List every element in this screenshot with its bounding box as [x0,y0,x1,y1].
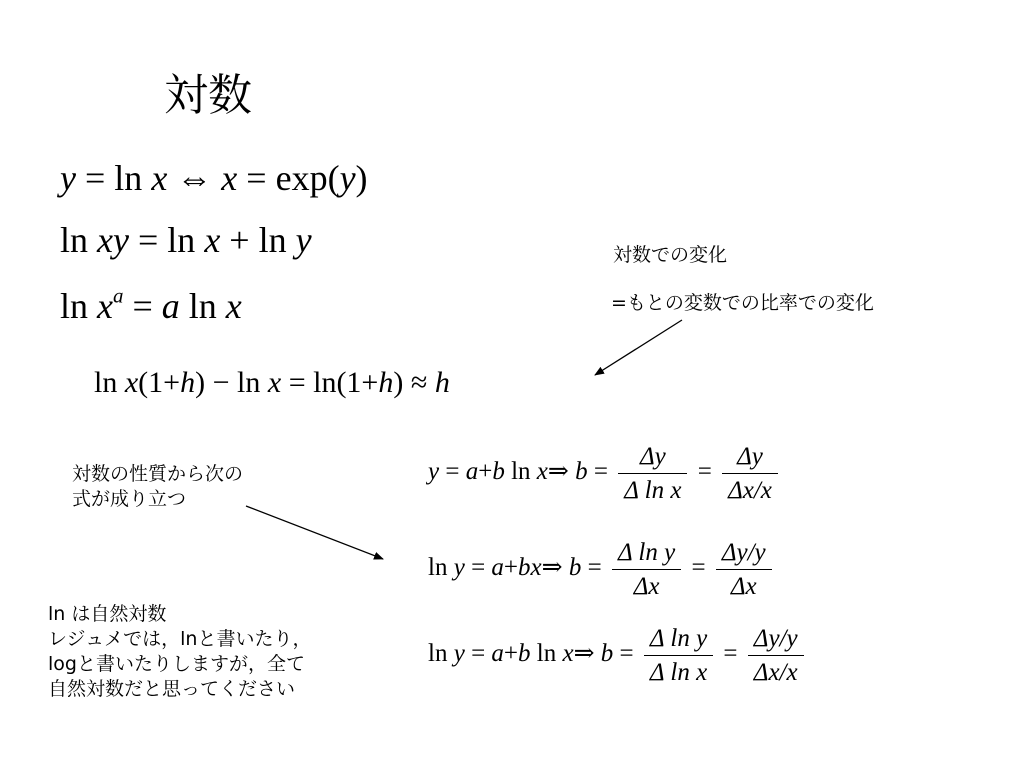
equals-sign: = [137,220,159,260]
var: x [221,158,238,198]
var: x [97,286,113,326]
denominator: Δx/x [722,473,778,503]
exp-function: exp( [275,158,340,198]
ln-function: ln [94,366,118,399]
equals-sign: = [691,554,706,582]
close-paren: ) [195,366,206,399]
numerator: Δ ln y [617,539,676,566]
slide-title: 対数 [164,70,252,121]
var: y [453,554,465,582]
plus-sign: + [503,554,519,582]
exponent: a [113,283,124,308]
numerator: Δy [639,443,666,470]
ln-function: ln [60,286,89,326]
arrow-to-formulas [246,506,383,559]
equals-sign: = [471,554,486,582]
note-line: レジュメでは，lnと書いたり， [48,628,312,650]
var: b [600,640,614,668]
ln-function: ln [114,158,143,198]
open-paren: (1+ [138,366,181,399]
plus-sign: + [503,640,519,668]
numerator: Δy/y [753,625,798,652]
ln-function: ln [258,220,287,260]
var: y [339,158,356,198]
note-line: 対数の性質から次の [72,463,244,485]
var: bx [518,554,542,582]
equals-sign: = [288,366,306,399]
note-line: =もとの変数での比率での変化 [611,292,874,314]
var: b [568,554,582,582]
equals-sign: = [132,286,153,326]
iff-arrow: ⇔ [176,158,213,198]
equals-sign: = [471,640,486,668]
note-line: 対数での変化 [613,244,728,266]
ln-function: ln [428,554,448,582]
denominator: Δx/x [748,655,804,685]
var: b [575,458,588,486]
var: x [204,220,221,260]
var: b [492,458,505,486]
note-line: 自然対数だと思ってください [48,678,296,700]
implies-arrow: ⇒ [541,554,563,582]
implies-arrow: ⇒ [573,640,595,668]
equals-sign: = [619,640,634,668]
equals-sign: = [445,458,460,486]
var: y [60,158,76,198]
numerator: Δy/y [721,539,766,566]
var: x [536,458,548,486]
var: b [518,640,531,668]
note-line: ln は自然対数 [48,603,167,625]
equals-sign: = [723,640,738,668]
var: h [180,366,196,399]
var: xy [97,220,129,260]
var: x [124,366,139,399]
var: y [453,640,465,668]
numerator: Δy [737,443,763,470]
equals-sign: = [593,458,608,486]
var: a [491,640,504,668]
var: x [562,640,574,668]
ln-function: ln [167,220,196,260]
var: x [225,286,242,326]
equals-sign: = [84,158,106,198]
plus-sign: + [229,220,250,260]
var: y [295,220,312,260]
ln-function: ln [188,286,217,326]
ln-function: ln [237,366,261,399]
var: h [378,366,394,399]
var: h [434,366,450,399]
note-line: 式が成り立つ [72,488,187,510]
var: a [161,286,180,326]
numerator: Δ ln y [649,625,708,652]
var: y [428,458,440,486]
arrow-to-approximation [595,320,682,375]
ln-function: ln [511,458,531,486]
plus-sign: + [478,458,493,486]
denominator: Δx [612,569,681,599]
ln-function: ln [536,640,557,668]
equals-sign: = [697,458,712,486]
equals-sign: = [246,158,267,198]
close-paren: ) [393,366,404,399]
ln-function: ln(1+ [313,366,379,399]
approx-sign: ≈ [410,366,428,399]
var: a [465,458,479,486]
ln-function: ln [428,640,448,668]
ln-function: ln [60,220,89,260]
denominator: Δ ln x [618,473,687,503]
var: x [267,366,282,399]
close-paren: ) [355,158,368,198]
denominator: Δx [716,569,772,599]
equals-sign: = [587,554,602,582]
note-line: logと書いたりしますが，全て [48,653,305,675]
var: a [491,554,504,582]
minus-sign: − [212,366,230,399]
denominator: Δ ln x [644,655,713,685]
implies-arrow: ⇒ [547,458,569,486]
var: x [151,158,168,198]
